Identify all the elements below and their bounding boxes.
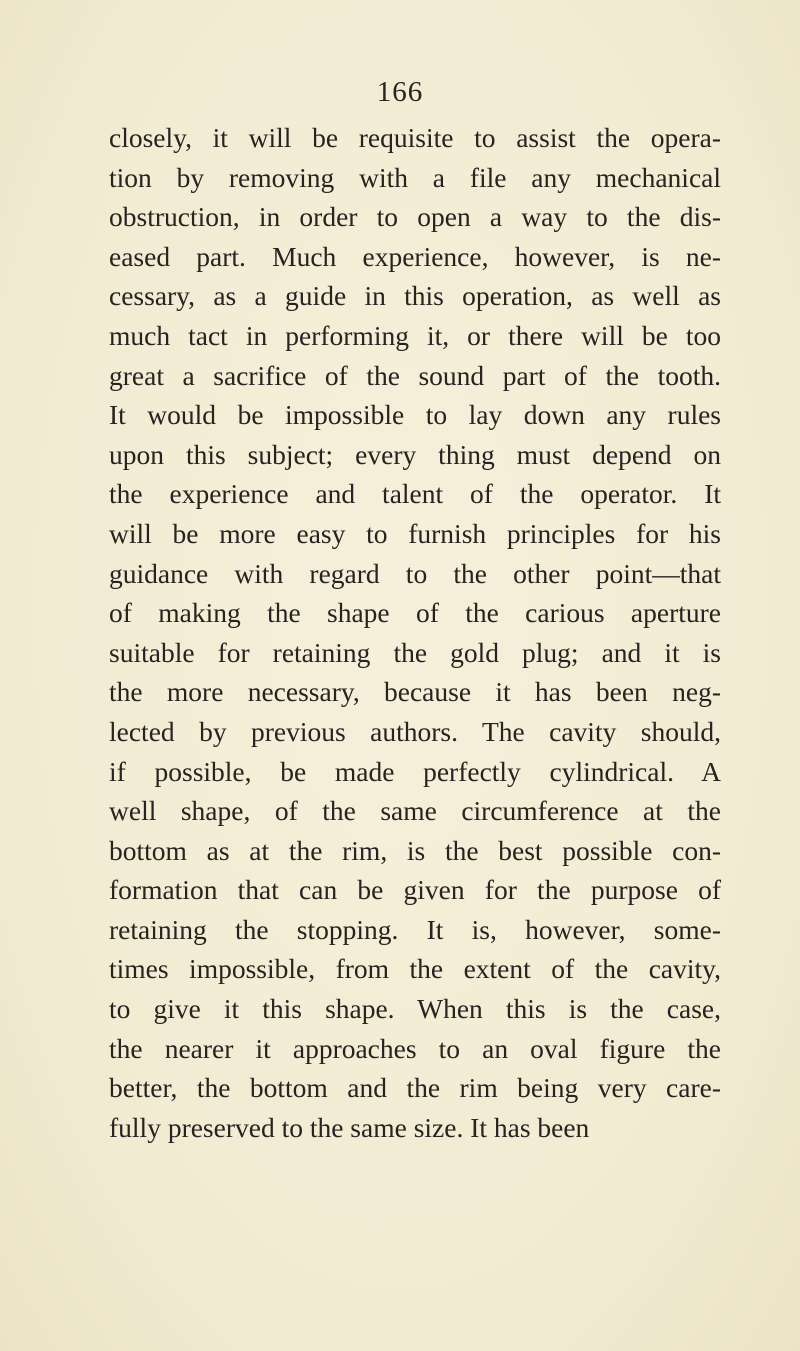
text-line: obstruction, in order to open a way to the dis- [109,201,721,233]
text-line: upon this subject; every thing must depend on [109,438,721,470]
text-line: closely, it will be requisite to assist the opera- [109,122,721,153]
text-line: will be more easy to furnish principles for his [109,517,721,549]
text-line: the nearer it approaches to an oval figure the [109,1032,721,1064]
text-line: fully preserved to the same size. It has been [109,1111,590,1143]
text-line: retaining the stopping. It is, however, some- [109,913,721,945]
text-line: cessary, as a guide in this operation, as well as [109,280,721,312]
text-line: the more necessary, because it has been neg- [109,676,721,708]
text-line: formation that can be given for the purpose of [109,874,721,906]
text-line: well shape, of the same circumference at the [109,795,721,827]
text-line: great a sacrifice of the sound part of the tooth. [109,359,721,391]
text-line: much tact in performing it, or there will be too [109,319,721,351]
text-line: It would be impossible to lay down any rules [109,399,721,431]
text-line: if possible, be made perfectly cylindrical. A [109,755,721,787]
text-line: bottom as at the rim, is the best possible con- [109,834,721,866]
text-line: times impossible, from the extent of the cavity, [109,953,721,985]
text-line: guidance with regard to the other point—that [109,557,721,589]
text-line: the experience and talent of the operator. It [109,478,721,510]
text-line: to give it this shape. When this is the case, [109,993,721,1025]
text-line: suitable for retaining the gold plug; and it is [109,636,721,668]
text-line: of making the shape of the carious aperture [109,597,721,629]
text-line: eased part. Much experience, however, is ne- [109,240,721,272]
text-line: lected by previous authors. The cavity should, [109,715,721,747]
page-number: 166 [376,76,424,108]
body-text [109,118,721,1147]
text-line: better, the bottom and the rim being very care- [109,1072,721,1104]
text-line: tion by removing with a file any mechanical [109,161,721,193]
